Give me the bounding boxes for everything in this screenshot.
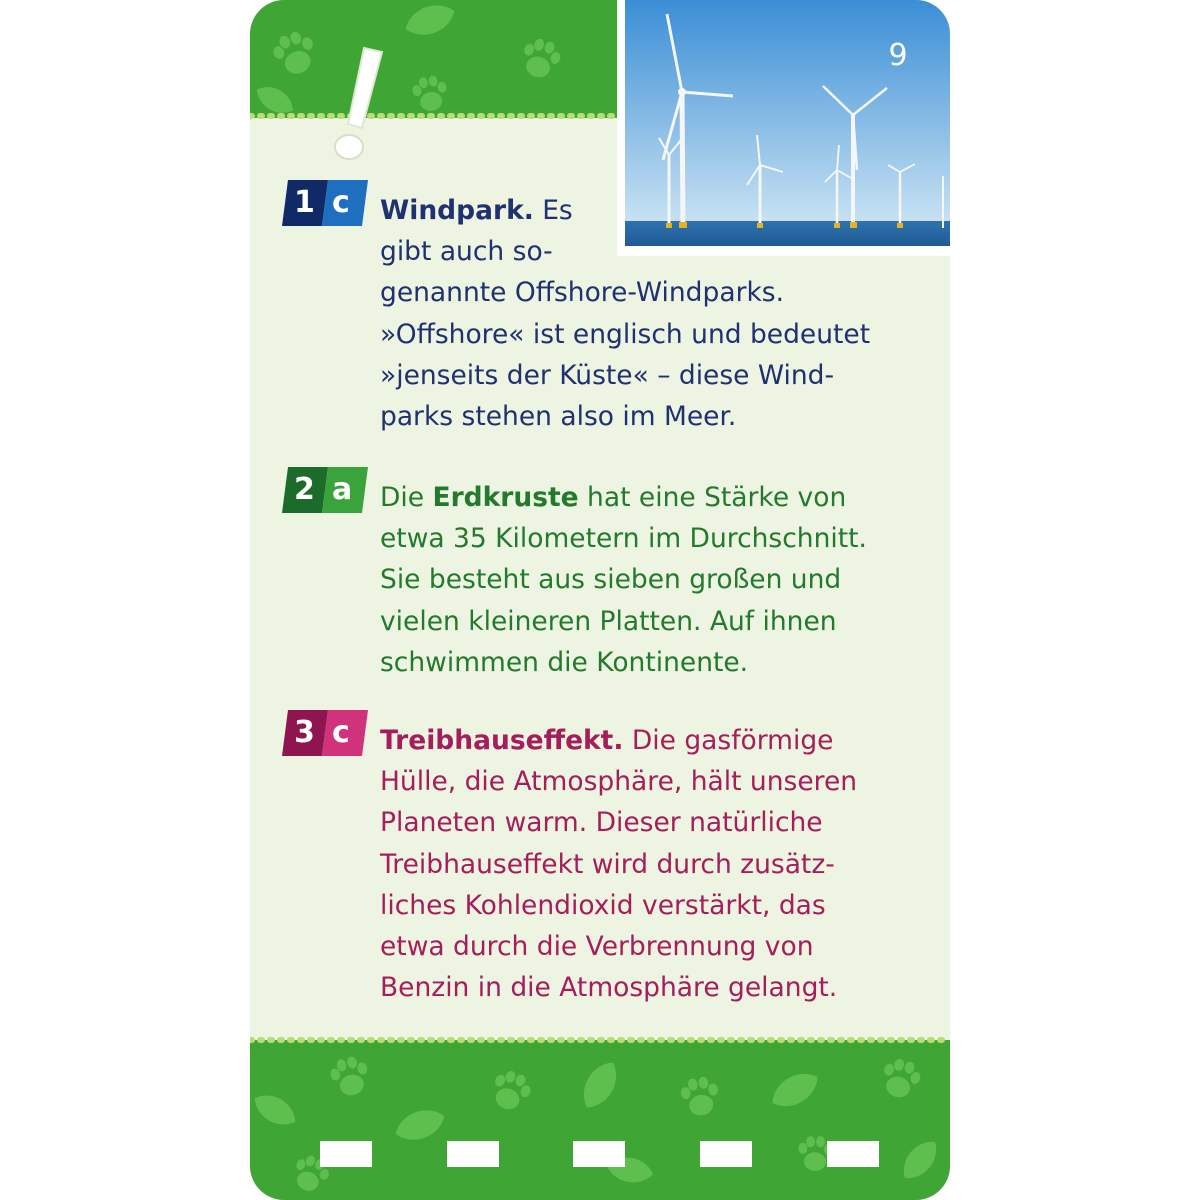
answer-number: 2	[294, 472, 315, 507]
answer-line: Die gasförmige	[623, 725, 834, 756]
card-slot	[447, 1141, 499, 1167]
answer-letter: c	[332, 185, 350, 220]
answer-line: parks stehen also im Meer.	[380, 401, 737, 433]
answer-number: 1	[294, 185, 315, 220]
answer-keyword: Windpark.	[380, 195, 534, 226]
paw-print-icon	[269, 27, 564, 113]
answer-line: etwa durch die Verbrennung von	[380, 931, 814, 963]
answer-text-3	[380, 720, 920, 1008]
card-slot	[827, 1141, 879, 1167]
answer-badge-3	[282, 710, 368, 756]
answer-line: gibt auch so-	[380, 236, 553, 268]
answer-keyword: Erdkruste	[432, 482, 579, 513]
answer-line: schwimmen die Kontinente.	[380, 646, 749, 678]
answer-line: Es	[533, 195, 573, 226]
answer-line: Benzin in die Atmosphäre gelangt.	[380, 972, 838, 1004]
answer-text-1	[380, 190, 920, 437]
answer-line: genannte Offshore-Windparks.	[380, 277, 785, 309]
page-number: 9	[888, 38, 908, 73]
exclamation-mark-icon	[335, 48, 382, 159]
card-slot	[700, 1141, 752, 1167]
quiz-card	[250, 0, 950, 1200]
answer-line: liches Kohlendioxid verstärkt, das	[380, 889, 826, 921]
card-slot	[573, 1141, 625, 1167]
answer-line: vielen kleineren Platten. Auf ihnen	[380, 605, 837, 637]
answer-line: Planeten warm. Dieser natürliche	[380, 807, 823, 839]
answer-line: »Offshore« ist englisch und bedeutet	[380, 318, 871, 350]
answer-line: hat eine Stärke von	[578, 482, 847, 513]
answer-line: etwa 35 Kilometern im Durchschnitt.	[380, 523, 867, 555]
answer-letter: a	[332, 472, 353, 507]
answer-badge-2	[282, 467, 368, 513]
answer-number: 3	[294, 715, 315, 750]
answer-text-2	[380, 477, 920, 683]
answer-badge-1	[282, 180, 368, 226]
answer-line: Sie besteht aus sieben großen und	[380, 564, 842, 596]
answer-line: »jenseits der Küste« – diese Wind-	[380, 359, 835, 391]
answer-letter: c	[332, 715, 350, 750]
answer-line: Die	[380, 482, 433, 513]
answer-line: Hülle, die Atmosphäre, hält unseren	[380, 766, 858, 798]
answer-line: Treibhauseffekt wird durch zusätz-	[380, 848, 835, 880]
card-slot	[320, 1141, 372, 1167]
answer-keyword: Treibhauseffekt.	[380, 725, 624, 756]
